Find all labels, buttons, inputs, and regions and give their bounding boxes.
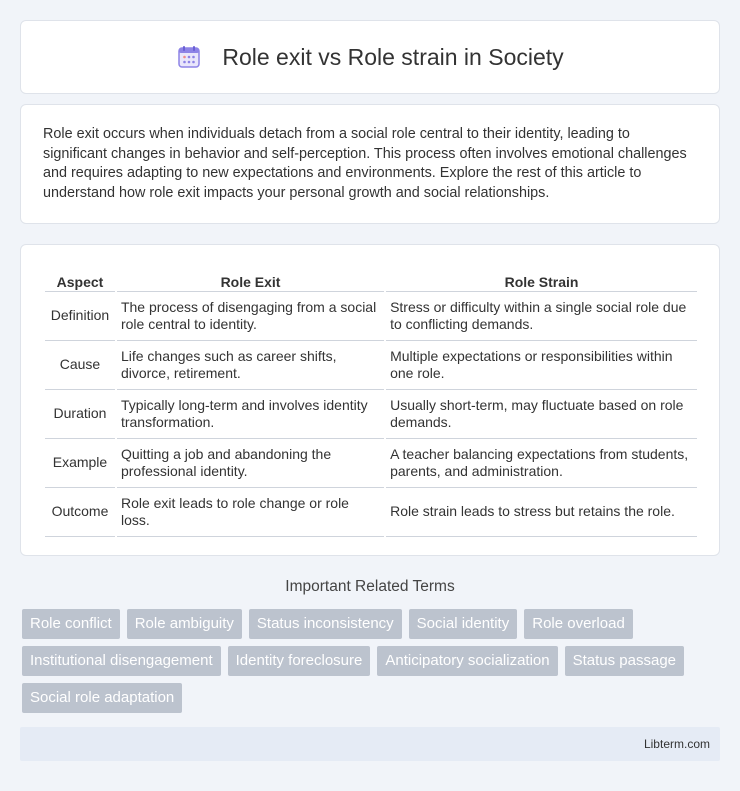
footer-site-link[interactable]: Libterm.com [643, 737, 710, 751]
term-tag-role-overload[interactable]: Role overload [524, 609, 633, 639]
comparison-table-card [20, 244, 720, 556]
cell-role-exit: The process of disengaging from a social role central to identity. [117, 292, 384, 341]
calendar-icon [176, 44, 202, 70]
title-wrap [176, 44, 563, 71]
term-tag-identity-foreclosure[interactable]: Identity foreclosure [228, 646, 371, 676]
term-tag-role-conflict[interactable]: Role conflict [22, 609, 120, 639]
cell-aspect: Outcome [45, 488, 115, 537]
cell-role-exit: Typically long-term and involves identity transformation. [117, 390, 384, 439]
cell-role-exit: Quitting a job and abandoning the professional identity. [117, 439, 384, 488]
cell-role-exit: Role exit leads to role change or role loss. [117, 488, 384, 537]
header-aspect: Aspect [45, 265, 115, 292]
related-terms-list [22, 609, 722, 713]
term-tag-status-passage[interactable]: Status passage [565, 646, 684, 676]
table-header-row [45, 265, 697, 292]
cell-role-strain: Usually short-term, may fluctuate based on role demands. [386, 390, 697, 439]
term-tag-institutional-disengagement[interactable]: Institutional disengagement [22, 646, 221, 676]
term-tag-anticipatory-socialization[interactable]: Anticipatory socialization [377, 646, 557, 676]
cell-aspect: Example [45, 439, 115, 488]
footer [20, 727, 720, 761]
table-row [45, 439, 697, 488]
header-role-exit: Role Exit [117, 265, 384, 292]
cell-aspect: Cause [45, 341, 115, 390]
related-terms-title: Important Related Terms [285, 578, 455, 595]
term-tag-social-role-adaptation[interactable]: Social role adaptation [22, 683, 182, 713]
header-card [20, 20, 720, 94]
term-tag-role-ambiguity[interactable]: Role ambiguity [127, 609, 242, 639]
term-tag-social-identity[interactable]: Social identity [409, 609, 518, 639]
table-row [45, 390, 697, 439]
cell-role-exit: Life changes such as career shifts, divorce, retirement. [117, 341, 384, 390]
intro-card [20, 104, 720, 224]
page-title: Role exit vs Role strain in Society [222, 43, 564, 70]
cell-role-strain: Multiple expectations or responsibilities within one role. [386, 341, 697, 390]
term-tag-status-inconsistency[interactable]: Status inconsistency [249, 609, 402, 639]
cell-role-strain: A teacher balancing expectations from students, parents, and administration. [386, 439, 697, 488]
intro-text: Role exit occurs when individuals detach from a social role central to their identity, leading to significant changes in behavior and self-perception. This process often involves emotional challenges and requires adapting to new expectations and environments. Explore the rest of this article to understand how role exit impacts your personal growth and social relationships. [43, 126, 687, 201]
cell-aspect: Duration [45, 390, 115, 439]
cell-role-strain: Role strain leads to stress but retains the role. [386, 488, 697, 537]
cell-role-strain: Stress or difficulty within a single social role due to conflicting demands. [386, 292, 697, 341]
table-row [45, 488, 697, 537]
table-row [45, 292, 697, 341]
comparison-table [43, 265, 699, 537]
table-row [45, 341, 697, 390]
cell-aspect: Definition [45, 292, 115, 341]
header-role-strain: Role Strain [386, 265, 697, 292]
